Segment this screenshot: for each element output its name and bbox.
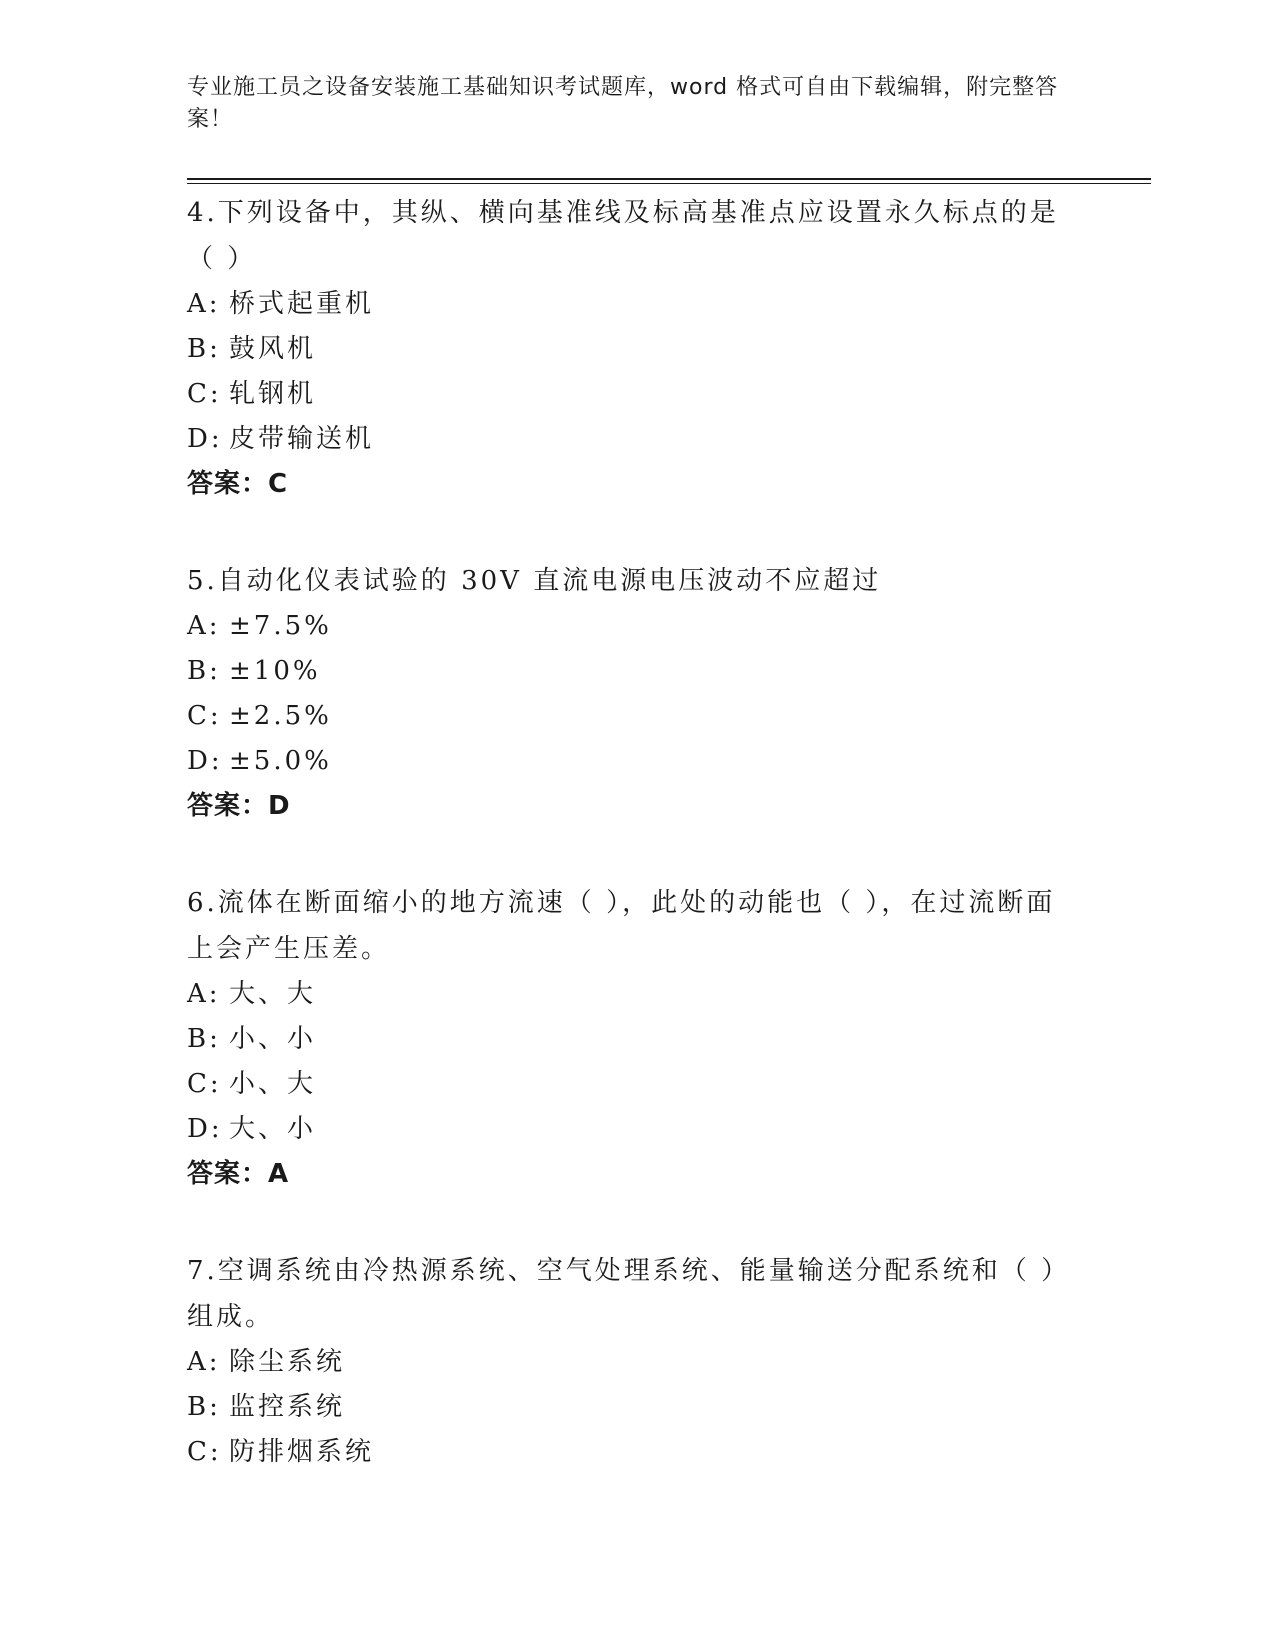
option-c [187, 372, 1067, 417]
option-key: B: [187, 656, 221, 686]
option-c [187, 694, 1067, 739]
option-key: D: [187, 424, 223, 454]
question-stem: 7.空调系统由冷热源系统、空气处理系统、能量输送分配系统和（ ）组成。 [187, 1256, 1058, 1332]
option-key: A: [187, 979, 221, 1009]
option-a [187, 604, 1067, 649]
option-key: D: [187, 1114, 223, 1144]
option-text: ±10% [229, 656, 321, 686]
answer-line: 答案：A [187, 1159, 290, 1189]
option-key: C: [187, 701, 222, 731]
option-key: A: [187, 611, 221, 641]
option-key: A: [187, 1347, 221, 1377]
option-c [187, 1062, 1067, 1107]
option-text: ±5.0% [229, 746, 332, 776]
option-text: 大、小 [229, 1114, 317, 1144]
question-list [187, 190, 1067, 1527]
option-b [187, 649, 1067, 694]
option-key: B: [187, 1392, 221, 1422]
option-key: B: [187, 334, 221, 364]
option-text: 皮带输送机 [229, 424, 375, 454]
option-key: C: [187, 1069, 222, 1099]
option-text: 鼓风机 [229, 334, 317, 364]
option-key: C: [187, 379, 222, 409]
header-rule-thick [187, 178, 1151, 180]
option-a [187, 282, 1067, 327]
question-stem: 4.下列设备中，其纵、横向基准线及标高基准点应设置永久标点的是（ ） [187, 198, 1059, 274]
option-text: 大、大 [229, 979, 317, 1009]
option-text: 桥式起重机 [229, 289, 375, 319]
option-text: 防排烟系统 [229, 1437, 375, 1467]
option-c [187, 1430, 1067, 1475]
option-a [187, 972, 1067, 1017]
option-d [187, 1107, 1067, 1152]
option-text: 轧钢机 [229, 379, 317, 409]
question-stem: 5.自动化仪表试验的 30V 直流电源电压波动不应超过 [187, 566, 882, 596]
option-b [187, 327, 1067, 372]
option-key: A: [187, 289, 221, 319]
option-d [187, 739, 1067, 784]
option-text: ±2.5% [229, 701, 332, 731]
question-5 [187, 558, 1067, 828]
answer-line: 答案：D [187, 791, 291, 821]
question-7 [187, 1248, 1067, 1475]
option-b [187, 1385, 1067, 1430]
question-stem: 6.流体在断面缩小的地方流速（ ），此处的动能也（ ），在过流断面上会产生压差。 [187, 888, 1056, 964]
option-key: C: [187, 1437, 222, 1467]
option-text: 除尘系统 [229, 1347, 346, 1377]
option-text: 监控系统 [229, 1392, 346, 1422]
option-key: B: [187, 1024, 221, 1054]
document-header: 专业施工员之设备安装施工基础知识考试题库，word 格式可自由下载编辑，附完整答案！ [187, 75, 1059, 132]
option-b [187, 1017, 1067, 1062]
option-text: 小、小 [229, 1024, 317, 1054]
question-6 [187, 880, 1067, 1196]
option-text: 小、大 [229, 1069, 317, 1099]
option-a [187, 1340, 1067, 1385]
option-key: D: [187, 746, 223, 776]
answer-line: 答案：C [187, 469, 289, 499]
option-text: ±7.5% [229, 611, 332, 641]
question-4 [187, 190, 1067, 506]
option-d [187, 417, 1067, 462]
header-rule-thin [187, 183, 1151, 184]
